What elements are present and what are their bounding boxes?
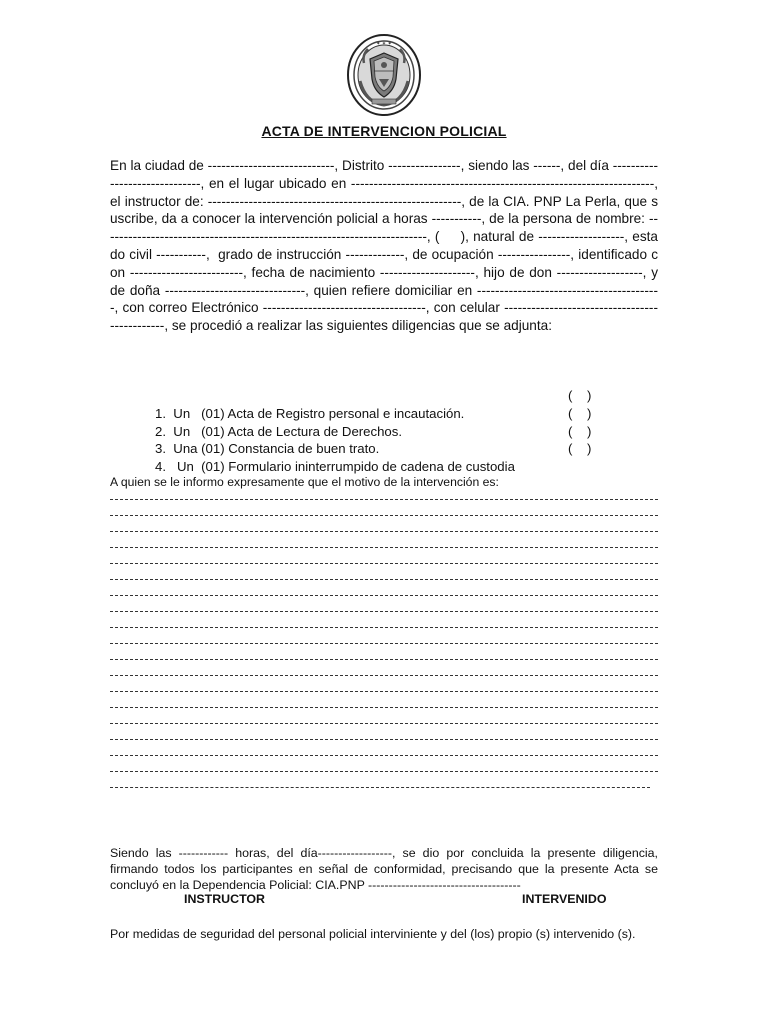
motive-blank-lines [110,492,658,796]
list-item [133,387,613,421]
blank-line [110,540,658,556]
blank-line [110,492,658,508]
blank-line [110,732,658,748]
blank-line [110,556,658,572]
blank-line [110,620,658,636]
blank-line [110,748,658,764]
blank-line [110,588,658,604]
checkbox-placeholder: ( ) [568,388,592,403]
list-item-text: 1. Un (01) Acta de Registro personal e incautación. [154,405,465,421]
checkbox-placeholder: ( ) [568,423,592,439]
security-note: Por medidas de seguridad del personal policial interviniente y del (los) propio (s) intervenido (s). [110,927,636,942]
motive-label: A quien se le informo expresamente que el motivo de la intervención es: [110,475,499,489]
document-title: ACTA DE INTERVENCION POLICIAL [261,123,507,139]
list-item [133,423,613,457]
blank-line [110,604,658,620]
blank-line [110,652,658,668]
signature-instructor: INSTRUCTOR [184,892,265,906]
blank-line [110,572,658,588]
svg-text:✶ ✶ ✶: ✶ ✶ ✶ [376,41,392,47]
blank-line [110,780,658,796]
blank-line [110,716,658,732]
blank-line [110,668,658,684]
checkbox-placeholder: ( ) [568,405,592,421]
diligencias-list [133,387,613,475]
list-item-text: 2. Un (01) Acta de Lectura de Derechos. [154,423,403,439]
list-item-text: 4. Un (01) Formulario ininterrumpido de cadena de custodia [154,459,515,475]
blank-line [110,524,658,540]
blank-line [110,684,658,700]
police-seal-icon [346,33,422,117]
closing-text: Siendo las ------------ horas, del día------------------, se dio por concluida la presente diligencia, firmando todos los participantes en señal de conformidad, precisando que la presente Acta se concluyó en la Dependencia Policial: CIA.PNP ------------------------------------- [110,845,662,893]
signature-intervenido: INTERVENIDO [522,892,607,906]
blank-line [110,764,658,780]
blank-line [110,700,658,716]
blank-line [110,636,658,652]
list-item [133,405,613,439]
intro-paragraph: En la ciudad de ----------------------------, Distrito ----------------, siendo las ------, del día ------------------------------, en el lugar ubicado en -------------------------------------------------------------------, el instructor de: --------------------------------------------------------, de la CIA. PNP La Perla, que suscribe, da a conocer la intervención policial a horas -----------, de la persona de nombre: ------------------------------------------------------------------------, ( ), natural de -------------------, estado civil -----------, grado de instrucción -------------, de ocupación ----------------, identificado con -------------------------, fecha de nacimiento ---------------------, hijo de don -------------------, y de doña -------------------------------, quien refiere domiciliar en -----------------------------------------, con correo Electrónico ------------------------------------, con celular ----------------------------------------------, se procedió a realizar las siguientes diligencias que se adjunta: [110,158,662,334]
checkbox-placeholder: ( ) [568,441,592,457]
list-item [133,440,613,475]
list-item-text: 3. Una (01) Constancia de buen trato. [154,441,380,457]
blank-line [110,508,658,524]
